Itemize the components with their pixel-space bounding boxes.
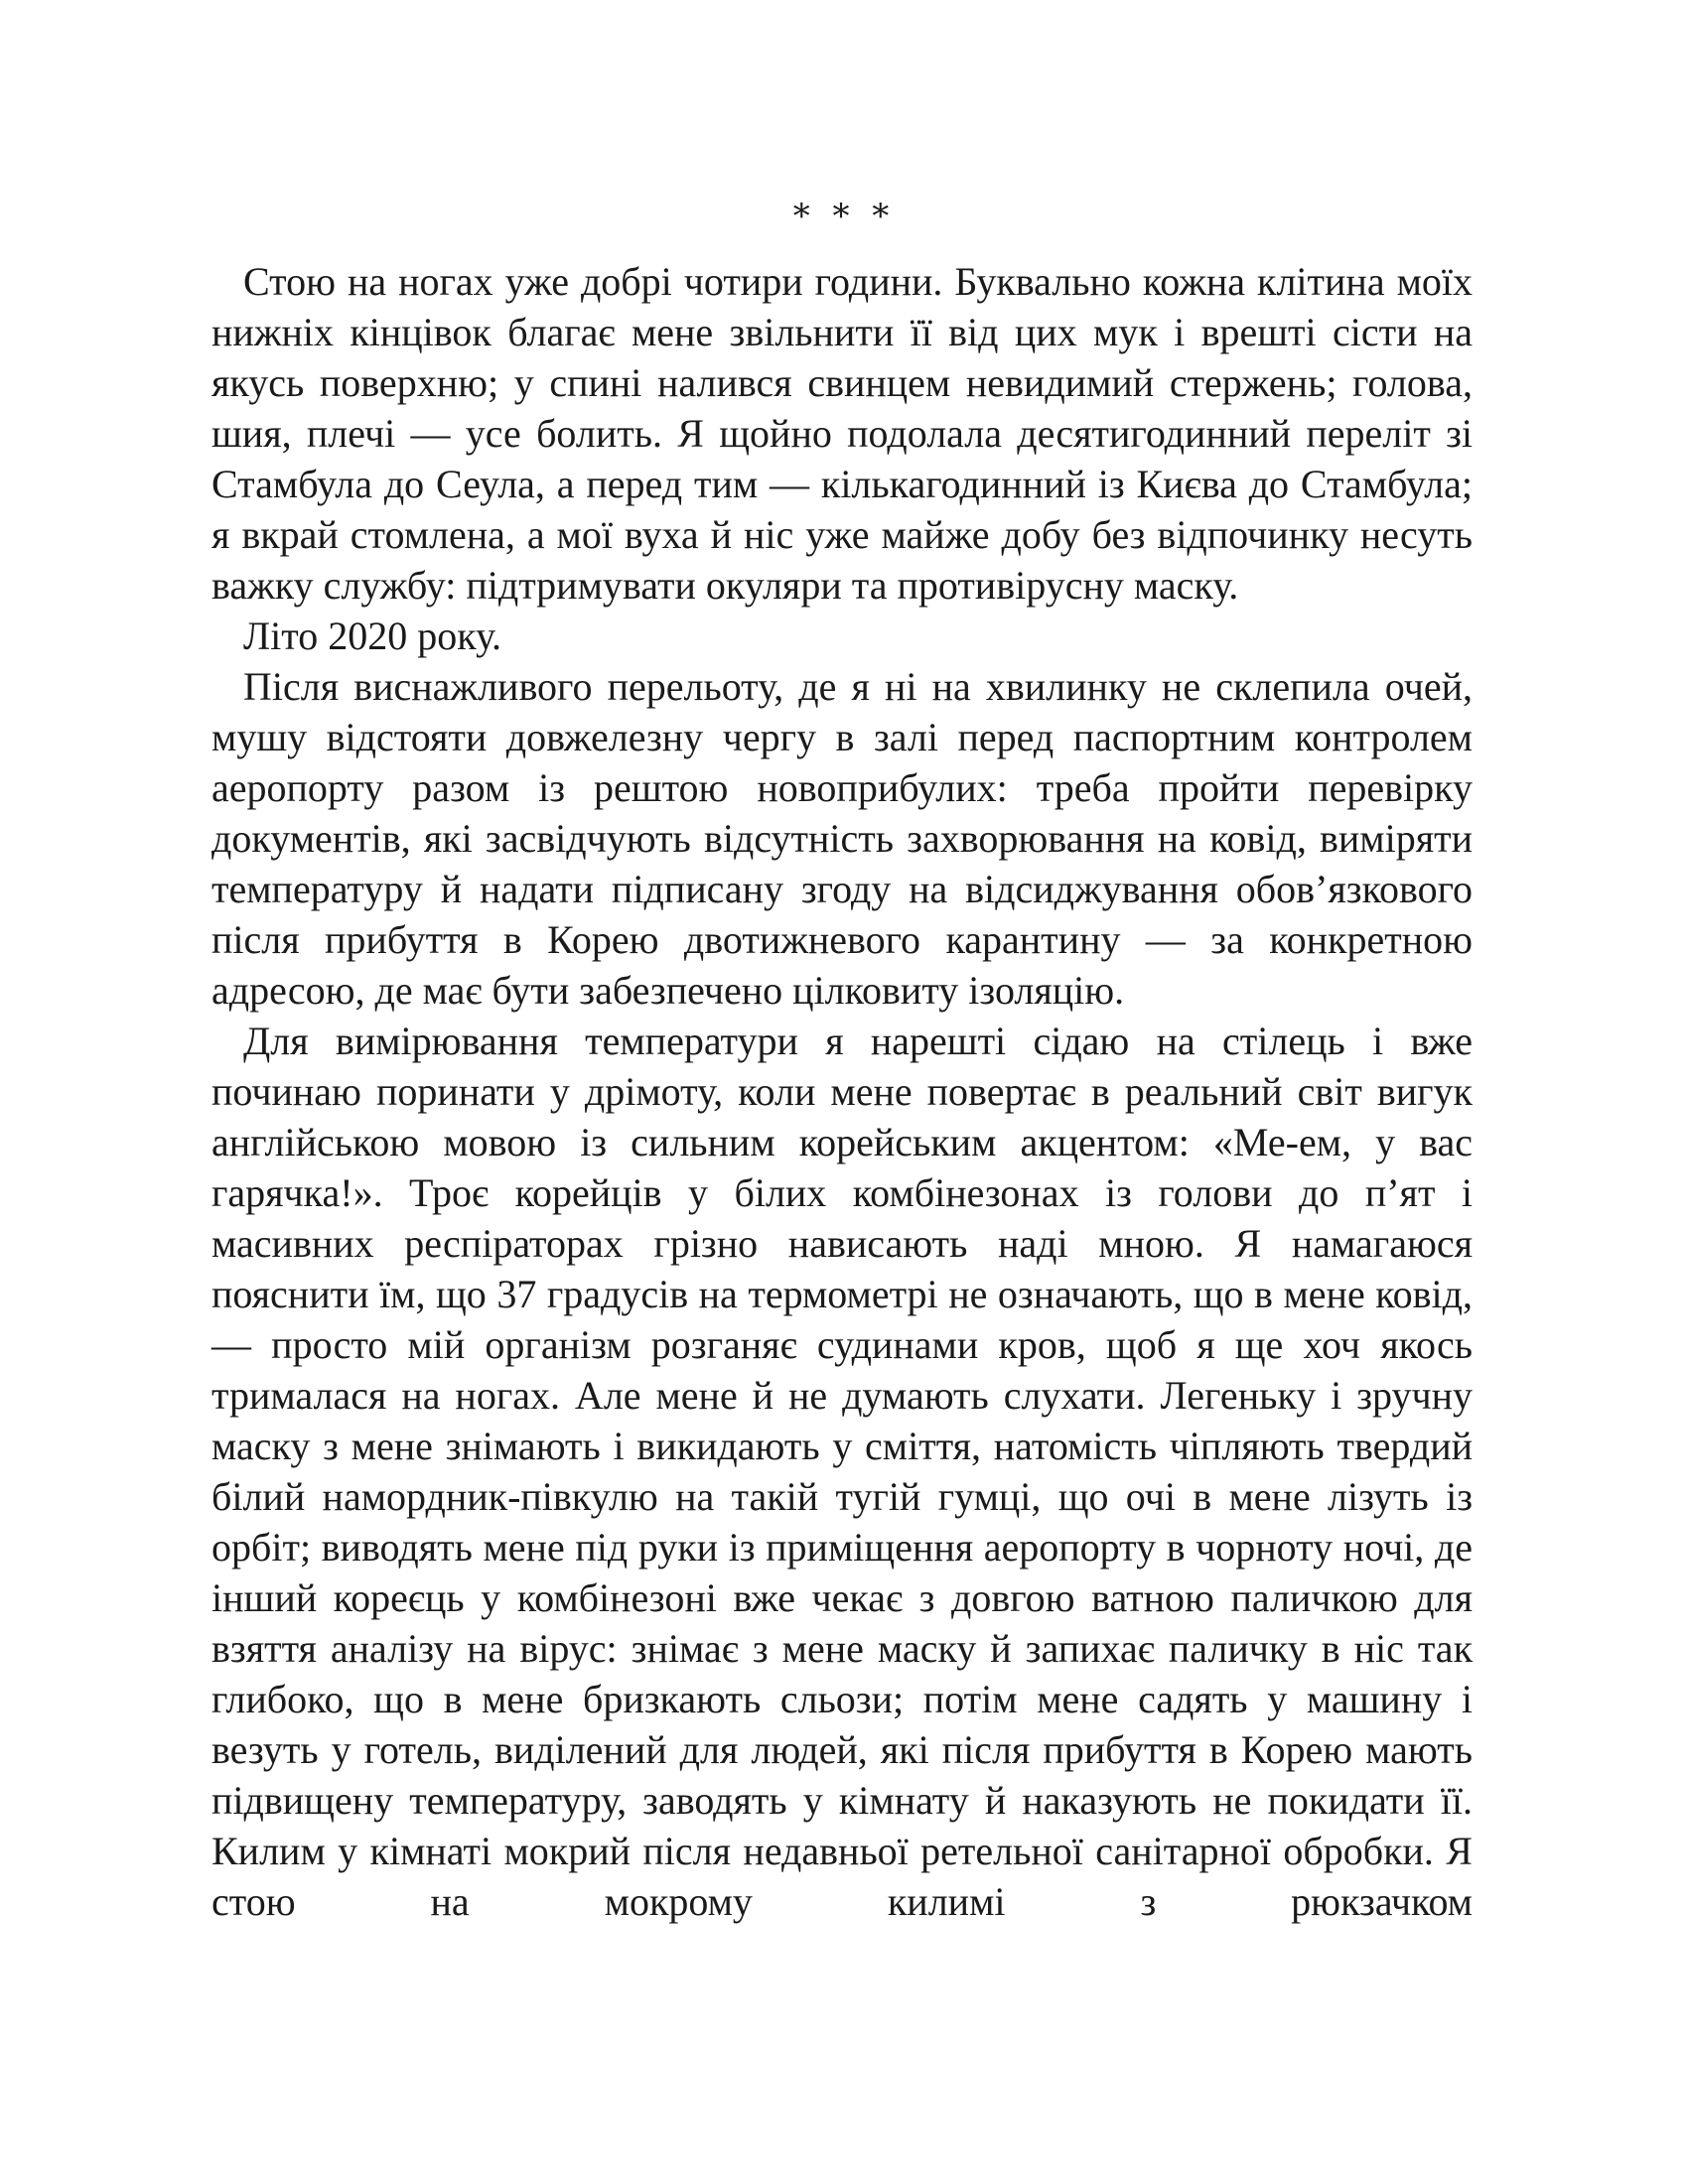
section-separator: * * * [792,197,896,236]
paragraph-3: Після виснажливого перельоту, де я ні на хвилинку не склепила очей, мушу відстояти довжелезну чергу в залі перед паспортним контролем аеропорту разом із рештою новоприбулих: треба пройти перевірку документів, які засвідчують відсутність захворювання на ковід, виміряти температуру й надати підписану згоду на відсиджування обов’язкового після прибуття в Корею двотижневого карантину — за конкретною адресою, де має бути забезпечено цілковиту ізоляцію. [211,664,1473,1013]
body-text [211,256,1473,1927]
paragraph-4: Для вимірювання температури я нарешті сідаю на стілець і вже починаю поринати у дрімоту, коли мене повертає в реальний світ вигук англійською мовою із сильним корейським акцентом: «Ме-ем, у вас гарячка!». Троє корейців у білих комбінезонах із голови до п’ят і масивних респіраторах грізно нависають наді мною. Я намагаюся пояснити їм, що 37 градусів на термометрі не означають, що в мене ковід, — просто мій організм розганяє судинами кров, щоб я ще хоч якось трималася на ногах. Але мене й не думають слухати. Легеньку і зручну маску з мене знімають і викидають у сміття, натомість чіпляють твердий білий намордник-півкулю на такій тугій гумці, що очі в мене лізуть із орбіт; виводять мене під руки із приміщення аеропорту в чорноту ночі, де інший кореєць у комбінезоні вже чекає з довгою ватною паличкою для взяття аналізу на вірус: знімає з мене маску й запихає паличку в ніс так глибоко, що в мене бризкають сльози; потім мене садять у машину і везуть у готель, виділений для людей, які після прибуття в Корею мають підвищену температуру, заводять у кімнату й наказують не покидати її. Килим у кімнаті мокрий після недавньої ретельної санітарної обробки. Я стою на мокрому килимі з рюкзачком [211,1019,1473,1924]
paragraph-2: Літо 2020 року. [243,614,502,658]
paragraph-1: Стою на ногах уже добрі чотири години. Буквально кожна клітина моїх нижніх кінцівок благає мене звільнити її від цих мук і врешті сісти на якусь поверхню; у спині налився свинцем невидимий стержень; голова, шия, плечі — усе болить. Я щойно подолала десятигодинний переліт зі Стамбула до Сеула, а перед тим — кількагодинний із Києва до Стамбула; я вкрай стомлена, а мої вуха й ніс уже майже добу без відпочинку несуть важку службу: підтримувати окуляри та противірусну маску. [211,259,1473,608]
